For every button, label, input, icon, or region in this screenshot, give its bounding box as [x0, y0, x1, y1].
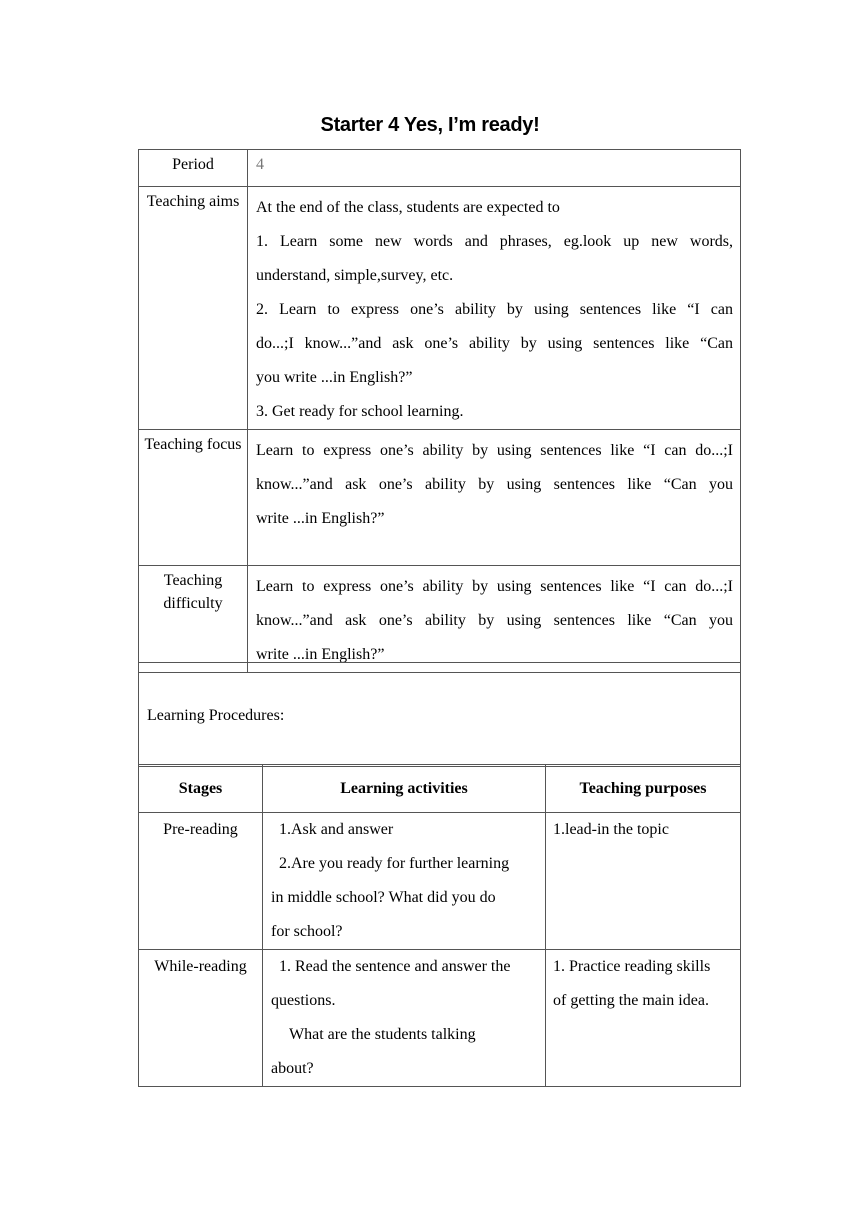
- aims-line: At the end of the class, students are expected to: [256, 199, 560, 216]
- procedures-table: [138, 764, 741, 1087]
- table-row: [139, 813, 741, 950]
- difficulty-line: write ...in English?”: [256, 646, 385, 663]
- teaching-focus-label: Teaching focus: [139, 430, 248, 566]
- learning-activities-header: Learning activities: [263, 765, 546, 813]
- teaching-purposes-header: Teaching purposes: [546, 765, 741, 813]
- teaching-difficulty-label: Teaching difficulty: [139, 566, 248, 673]
- procedures-header-row: [139, 765, 741, 813]
- aims-line: understand, simple,survey, etc.: [256, 267, 454, 284]
- activity-line: 2.Are you ready for further learning: [279, 855, 510, 872]
- learning-procedures-label: Learning Procedures:: [139, 663, 741, 767]
- teaching-difficulty-row: [139, 566, 741, 673]
- period-value: 4: [248, 150, 741, 187]
- teaching-focus-content: [248, 430, 741, 566]
- teaching-aims-row: [139, 187, 741, 430]
- focus-line: Learn to express one’s ability by using sentences like “I can do...;I: [256, 442, 733, 459]
- stage-cell: While-reading: [139, 950, 263, 1087]
- document-title: Starter 4 Yes, I’m ready!: [320, 114, 540, 136]
- activity-line: What are the students talking: [289, 1026, 476, 1043]
- teaching-focus-row: [139, 430, 741, 566]
- activity-line: 1. Read the sentence and answer the: [279, 958, 511, 975]
- period-label: Period: [139, 150, 248, 187]
- teaching-aims-label: Teaching aims: [139, 187, 248, 430]
- activity-line: 1.Ask and answer: [279, 821, 394, 838]
- stages-header: Stages: [139, 765, 263, 813]
- period-row: [139, 150, 741, 187]
- purpose-line: 1. Practice reading skills: [553, 958, 711, 975]
- teaching-aims-content: [248, 187, 741, 430]
- table-row: [139, 950, 741, 1087]
- lesson-info-table: [138, 149, 741, 673]
- focus-line: write ...in English?”: [256, 510, 385, 527]
- activities-cell: [263, 950, 546, 1087]
- activity-line: for school?: [271, 923, 343, 940]
- purposes-cell: [546, 813, 741, 950]
- purposes-cell: [546, 950, 741, 1087]
- activities-cell: [263, 813, 546, 950]
- purpose-line: of getting the main idea.: [553, 992, 709, 1009]
- aims-line: 2. Learn to express one’s ability by using sentences like “I can: [256, 301, 733, 318]
- aims-line: do...;I know...”and ask one’s ability by using sentences like “Can: [256, 335, 733, 352]
- activity-line: in middle school? What did you do: [271, 889, 496, 906]
- aims-line: you write ...in English?”: [256, 369, 413, 386]
- procedures-heading-table: [138, 662, 741, 767]
- aims-line: 1. Learn some new words and phrases, eg.look up new words,: [256, 233, 733, 250]
- aims-line: 3. Get ready for school learning.: [256, 403, 464, 420]
- activity-line: questions.: [271, 992, 336, 1009]
- teaching-difficulty-content: [248, 566, 741, 673]
- purpose-line: 1.lead-in the topic: [553, 821, 669, 838]
- stage-cell: Pre-reading: [139, 813, 263, 950]
- difficulty-line: Learn to express one’s ability by using sentences like “I can do...;I: [256, 578, 733, 595]
- focus-line: know...”and ask one’s ability by using sentences like “Can you: [256, 476, 733, 493]
- activity-line: about?: [271, 1060, 314, 1077]
- difficulty-line: know...”and ask one’s ability by using sentences like “Can you: [256, 612, 733, 629]
